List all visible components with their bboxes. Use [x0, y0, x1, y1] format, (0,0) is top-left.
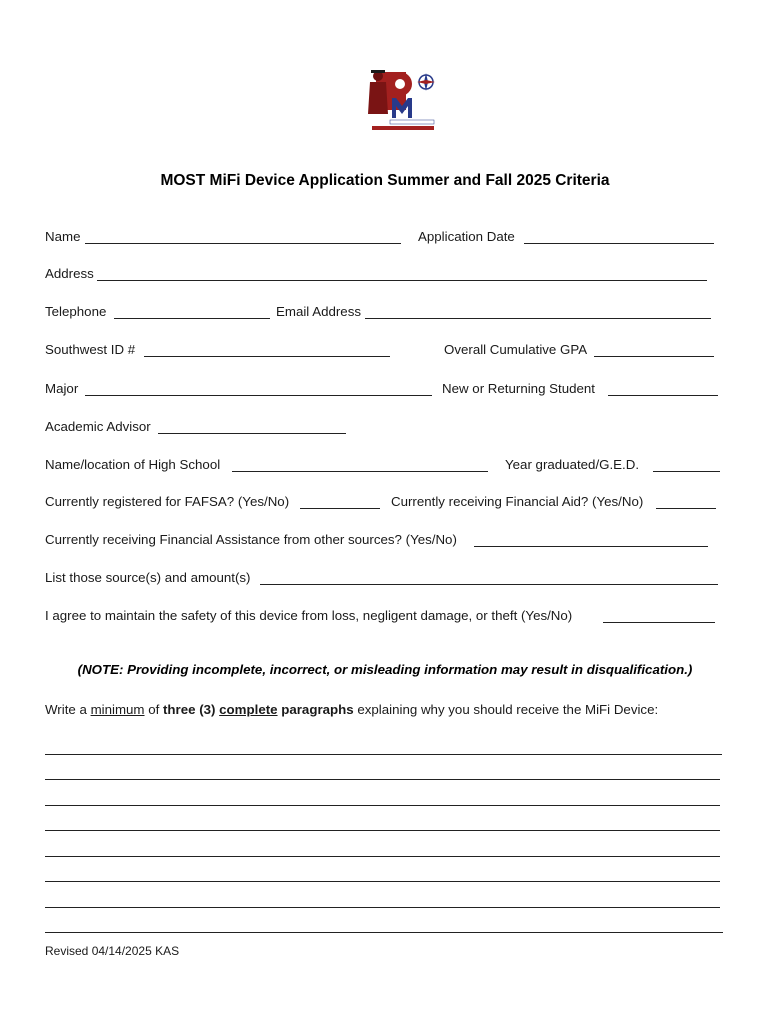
row-address: [45, 265, 725, 283]
gpa-field[interactable]: [594, 356, 714, 357]
email-label: Email Address: [276, 304, 361, 319]
answer-line[interactable]: [45, 754, 722, 755]
major-field[interactable]: [85, 395, 432, 396]
disqualification-note: (NOTE: Providing incomplete, incorrect, or misleading information may result in disqualification.): [77, 662, 693, 677]
name-label: Name: [45, 229, 81, 244]
agree-label: I agree to maintain the safety of this device from loss, negligent damage, or theft (Yes/No): [45, 608, 573, 623]
answer-line[interactable]: [45, 856, 720, 857]
project-most-logo: [362, 64, 438, 132]
row-major: [45, 380, 725, 398]
row-advisor: [45, 418, 725, 436]
instruction-three: three (3): [163, 702, 220, 717]
advisor-field[interactable]: [158, 433, 346, 434]
row-sources: [45, 569, 725, 587]
instruction-part-7: explaining why you should receive the MiFi Device:: [353, 702, 659, 717]
high-school-label: Name/location of High School: [45, 457, 221, 472]
southwest-id-field[interactable]: [144, 356, 390, 357]
application-date-field[interactable]: [524, 243, 714, 244]
new-returning-field[interactable]: [608, 395, 718, 396]
revision-footer: Revised 04/14/2025 KAS: [45, 944, 180, 958]
address-field[interactable]: [97, 280, 707, 281]
answer-line[interactable]: [45, 779, 720, 780]
southwest-id-label: Southwest ID #: [45, 342, 136, 357]
other-assistance-field[interactable]: [474, 546, 708, 547]
sources-field[interactable]: [260, 584, 718, 585]
row-southwest-id: [45, 341, 725, 359]
telephone-label: Telephone: [45, 304, 107, 319]
answer-line[interactable]: [45, 830, 720, 831]
row-name: [45, 228, 725, 246]
form-title: MOST MiFi Device Application Summer and Fall 2025 Criteria: [160, 172, 610, 189]
answer-line[interactable]: [45, 881, 720, 882]
instruction-part-1: Write a: [45, 702, 91, 717]
row-telephone: [45, 303, 725, 321]
gpa-label: Overall Cumulative GPA: [444, 342, 588, 357]
financial-aid-label: Currently receiving Financial Aid? (Yes/No): [391, 494, 644, 509]
paragraph-instruction: [45, 702, 658, 717]
email-field[interactable]: [365, 318, 711, 319]
fafsa-label: Currently registered for FAFSA? (Yes/No): [45, 494, 290, 509]
fafsa-field[interactable]: [300, 508, 380, 509]
instruction-paragraphs: paragraphs: [277, 702, 354, 717]
financial-aid-field[interactable]: [656, 508, 716, 509]
agree-field[interactable]: [603, 622, 715, 623]
row-agree: [45, 607, 725, 625]
answer-line[interactable]: [45, 932, 723, 933]
row-high-school: [45, 456, 725, 474]
year-graduated-field[interactable]: [653, 471, 720, 472]
row-other-assistance: [45, 531, 725, 549]
other-assistance-label: Currently receiving Financial Assistance from other sources? (Yes/No): [45, 532, 457, 547]
sources-label: List those source(s) and amount(s): [45, 570, 251, 585]
answer-line[interactable]: [45, 805, 720, 806]
address-label: Address: [45, 266, 94, 281]
answer-line[interactable]: [45, 907, 720, 908]
instruction-complete: complete: [219, 702, 278, 717]
instruction-minimum: minimum: [90, 702, 145, 717]
year-graduated-label: Year graduated/G.E.D.: [505, 457, 640, 472]
major-label: Major: [45, 381, 79, 396]
instruction-part-3: of: [144, 702, 163, 717]
name-field[interactable]: [85, 243, 401, 244]
row-fafsa: [45, 493, 725, 511]
high-school-field[interactable]: [232, 471, 488, 472]
application-date-label: Application Date: [418, 229, 515, 244]
advisor-label: Academic Advisor: [45, 419, 151, 434]
new-returning-label: New or Returning Student: [442, 381, 595, 396]
telephone-field[interactable]: [114, 318, 270, 319]
